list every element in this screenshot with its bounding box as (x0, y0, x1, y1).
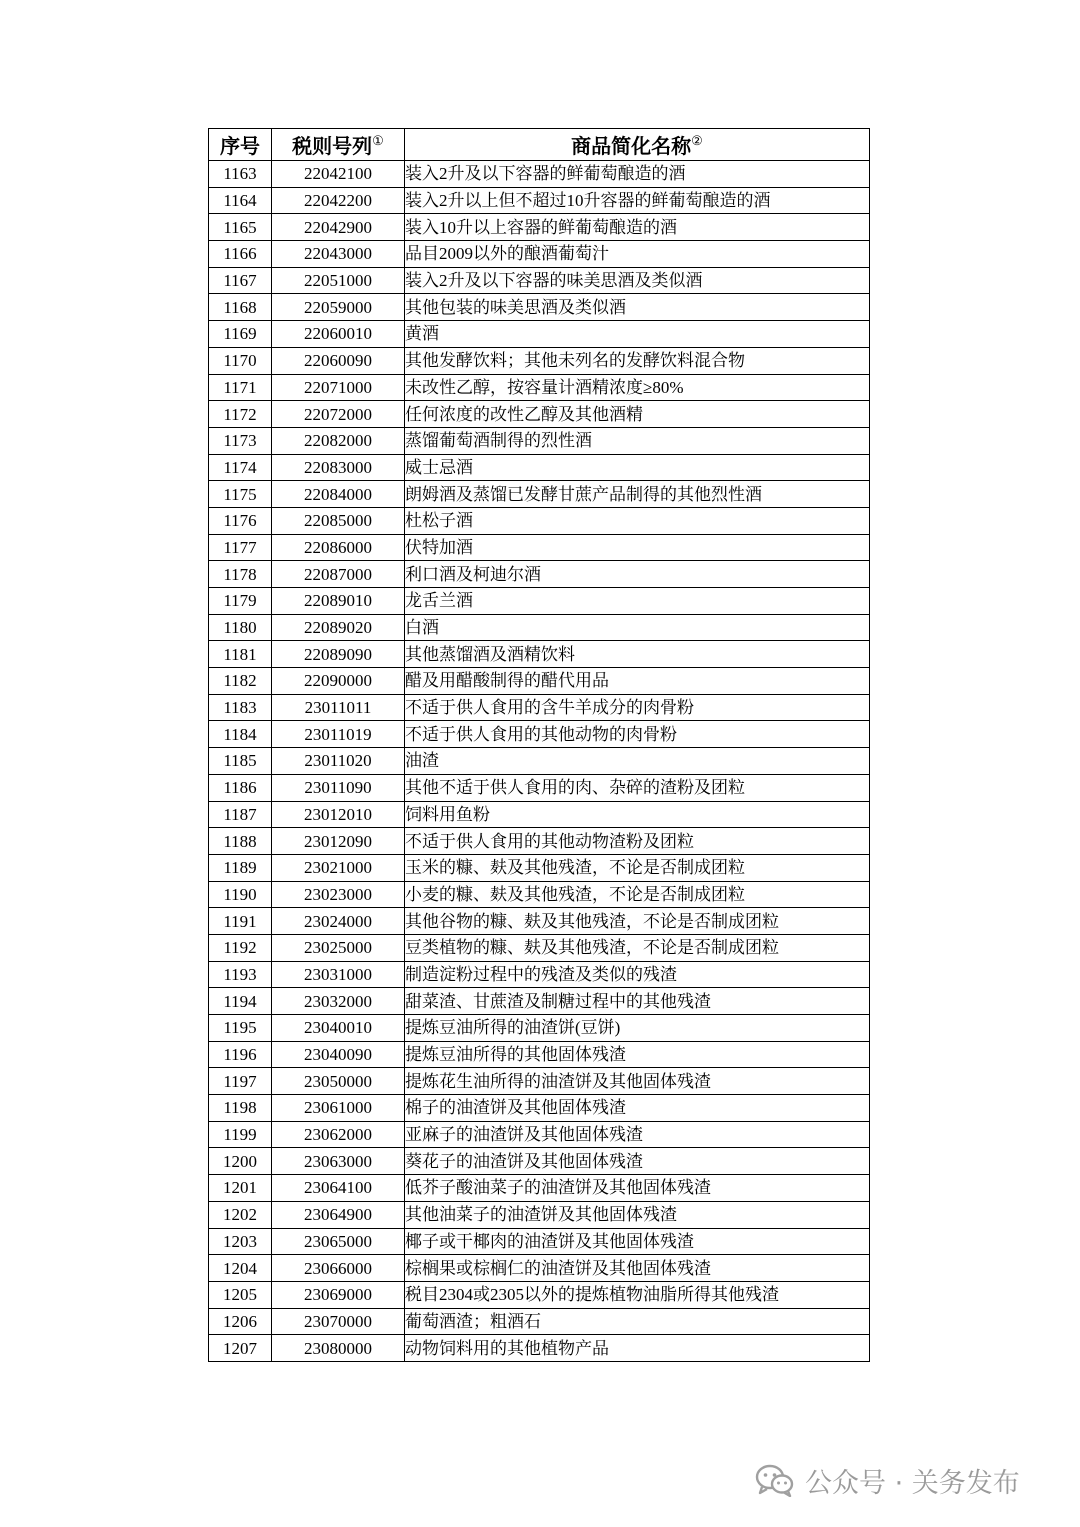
table-row (209, 614, 870, 641)
row-name-cell: 其他油菜子的油渣饼及其他固体残渣 (405, 1201, 870, 1228)
row-code-cell: 22060090 (272, 347, 405, 374)
row-code-cell: 22060010 (272, 321, 405, 348)
row-name-cell: 小麦的糠、麸及其他残渣，不论是否制成团粒 (405, 881, 870, 908)
row-seq-cell: 1170 (209, 347, 272, 374)
row-name-cell: 油渣 (405, 748, 870, 775)
row-name-cell: 其他包装的味美思酒及类似酒 (405, 294, 870, 321)
table-row (209, 1335, 870, 1362)
row-seq-cell: 1181 (209, 641, 272, 668)
row-name-cell: 杜松子酒 (405, 507, 870, 534)
row-seq-cell: 1163 (209, 161, 272, 188)
row-name-cell: 提炼豆油所得的油渣饼(豆饼) (405, 1015, 870, 1042)
row-code-cell: 22087000 (272, 561, 405, 588)
row-code-cell: 23040090 (272, 1041, 405, 1068)
row-seq-cell: 1194 (209, 988, 272, 1015)
table-row (209, 854, 870, 881)
row-seq-cell: 1204 (209, 1255, 272, 1282)
row-name-cell: 不适于供人食用的其他动物的肉骨粉 (405, 721, 870, 748)
row-name-cell: 亚麻子的油渣饼及其他固体残渣 (405, 1121, 870, 1148)
row-code-cell: 22089010 (272, 588, 405, 615)
table-row (209, 427, 870, 454)
row-code-cell: 23011020 (272, 748, 405, 775)
row-code-cell: 23032000 (272, 988, 405, 1015)
row-code-cell: 23061000 (272, 1095, 405, 1122)
row-seq-cell: 1190 (209, 881, 272, 908)
row-name-cell: 椰子或干椰肉的油渣饼及其他固体残渣 (405, 1228, 870, 1255)
row-code-cell: 22089090 (272, 641, 405, 668)
row-code-cell: 22083000 (272, 454, 405, 481)
row-name-cell: 装入2升以上但不超过10升容器的鲜葡萄酿造的酒 (405, 187, 870, 214)
row-name-cell: 不适于供人食用的其他动物渣粉及团粒 (405, 828, 870, 855)
table-row (209, 641, 870, 668)
table-row (209, 801, 870, 828)
table-row (209, 454, 870, 481)
table-body (209, 161, 870, 1362)
row-name-cell: 其他谷物的糠、麸及其他残渣，不论是否制成团粒 (405, 908, 870, 935)
table-row (209, 267, 870, 294)
row-code-cell: 22051000 (272, 267, 405, 294)
row-seq-cell: 1173 (209, 427, 272, 454)
row-name-cell: 制造淀粉过程中的残渣及类似的残渣 (405, 961, 870, 988)
row-name-cell: 品目2009以外的酿酒葡萄汁 (405, 241, 870, 268)
row-seq-cell: 1200 (209, 1148, 272, 1175)
row-name-cell: 饲料用鱼粉 (405, 801, 870, 828)
row-code-cell: 22072000 (272, 401, 405, 428)
row-seq-cell: 1198 (209, 1095, 272, 1122)
row-name-cell: 其他不适于供人食用的肉、杂碎的渣粉及团粒 (405, 774, 870, 801)
header-name: 商品简化名称② (405, 129, 870, 161)
header-seq: 序号 (209, 129, 272, 161)
row-seq-cell: 1195 (209, 1015, 272, 1042)
table-row (209, 1148, 870, 1175)
row-code-cell: 23064100 (272, 1175, 405, 1202)
row-seq-cell: 1174 (209, 454, 272, 481)
table-row (209, 748, 870, 775)
table-row (209, 721, 870, 748)
header-row (209, 129, 870, 161)
row-name-cell: 提炼花生油所得的油渣饼及其他固体残渣 (405, 1068, 870, 1095)
table-row (209, 507, 870, 534)
table-row (209, 187, 870, 214)
row-name-cell: 黄酒 (405, 321, 870, 348)
row-seq-cell: 1169 (209, 321, 272, 348)
table-row (209, 534, 870, 561)
row-code-cell: 23012090 (272, 828, 405, 855)
row-seq-cell: 1183 (209, 694, 272, 721)
row-seq-cell: 1187 (209, 801, 272, 828)
row-seq-cell: 1197 (209, 1068, 272, 1095)
row-code-cell: 22082000 (272, 427, 405, 454)
row-name-cell: 任何浓度的改性乙醇及其他酒精 (405, 401, 870, 428)
row-name-cell: 低芥子酸油菜子的油渣饼及其他固体残渣 (405, 1175, 870, 1202)
table-row (209, 1041, 870, 1068)
row-seq-cell: 1176 (209, 507, 272, 534)
row-name-cell: 醋及用醋酸制得的醋代用品 (405, 668, 870, 695)
row-seq-cell: 1165 (209, 214, 272, 241)
row-seq-cell: 1182 (209, 668, 272, 695)
row-code-cell: 23065000 (272, 1228, 405, 1255)
row-code-cell: 22042200 (272, 187, 405, 214)
row-seq-cell: 1188 (209, 828, 272, 855)
row-seq-cell: 1179 (209, 588, 272, 615)
row-seq-cell: 1205 (209, 1281, 272, 1308)
row-name-cell: 装入2升及以下容器的鲜葡萄酿造的酒 (405, 161, 870, 188)
row-code-cell: 22059000 (272, 294, 405, 321)
row-name-cell: 棉子的油渣饼及其他固体残渣 (405, 1095, 870, 1122)
row-code-cell: 23021000 (272, 854, 405, 881)
row-code-cell: 22042900 (272, 214, 405, 241)
row-name-cell: 税目2304或2305以外的提炼植物油脂所得其他残渣 (405, 1281, 870, 1308)
row-name-cell: 利口酒及柯迪尔酒 (405, 561, 870, 588)
footnote-mark-2: ② (691, 133, 703, 148)
table-row (209, 321, 870, 348)
table-row (209, 401, 870, 428)
row-seq-cell: 1196 (209, 1041, 272, 1068)
row-seq-cell: 1180 (209, 614, 272, 641)
row-code-cell: 23062000 (272, 1121, 405, 1148)
row-seq-cell: 1189 (209, 854, 272, 881)
row-name-cell: 豆类植物的糠、麸及其他残渣，不论是否制成团粒 (405, 934, 870, 961)
row-code-cell: 23040010 (272, 1015, 405, 1042)
table-row (209, 1281, 870, 1308)
row-seq-cell: 1201 (209, 1175, 272, 1202)
row-code-cell: 22042100 (272, 161, 405, 188)
table-row (209, 294, 870, 321)
wechat-icon (755, 1463, 795, 1497)
row-seq-cell: 1175 (209, 481, 272, 508)
row-code-cell: 23080000 (272, 1335, 405, 1362)
row-name-cell: 未改性乙醇，按容量计酒精浓度≥80% (405, 374, 870, 401)
row-code-cell: 22086000 (272, 534, 405, 561)
row-name-cell: 威士忌酒 (405, 454, 870, 481)
footnote-mark-1: ① (372, 133, 384, 148)
row-code-cell: 22084000 (272, 481, 405, 508)
row-code-cell: 23070000 (272, 1308, 405, 1335)
table-row (209, 241, 870, 268)
row-code-cell: 23011011 (272, 694, 405, 721)
row-seq-cell: 1185 (209, 748, 272, 775)
row-name-cell: 装入10升以上容器的鲜葡萄酿造的酒 (405, 214, 870, 241)
row-seq-cell: 1206 (209, 1308, 272, 1335)
watermark (755, 1460, 1020, 1500)
table-row (209, 934, 870, 961)
row-code-cell: 23050000 (272, 1068, 405, 1095)
table-row (209, 374, 870, 401)
row-code-cell: 23011019 (272, 721, 405, 748)
table-row (209, 1255, 870, 1282)
table-row (209, 1201, 870, 1228)
row-code-cell: 23066000 (272, 1255, 405, 1282)
row-name-cell: 白酒 (405, 614, 870, 641)
header-code: 税则号列① (272, 129, 405, 161)
row-name-cell: 动物饲料用的其他植物产品 (405, 1335, 870, 1362)
table-row (209, 1095, 870, 1122)
table-row (209, 988, 870, 1015)
row-seq-cell: 1199 (209, 1121, 272, 1148)
row-seq-cell: 1168 (209, 294, 272, 321)
row-seq-cell: 1164 (209, 187, 272, 214)
row-code-cell: 23069000 (272, 1281, 405, 1308)
row-seq-cell: 1172 (209, 401, 272, 428)
row-name-cell: 棕榈果或棕榈仁的油渣饼及其他固体残渣 (405, 1255, 870, 1282)
table-row (209, 694, 870, 721)
table-row (209, 1121, 870, 1148)
row-seq-cell: 1167 (209, 267, 272, 294)
row-code-cell: 23025000 (272, 934, 405, 961)
row-code-cell: 23011090 (272, 774, 405, 801)
row-name-cell: 装入2升及以下容器的味美思酒及类似酒 (405, 267, 870, 294)
row-seq-cell: 1166 (209, 241, 272, 268)
row-name-cell: 甜菜渣、甘蔗渣及制糖过程中的其他残渣 (405, 988, 870, 1015)
row-code-cell: 22085000 (272, 507, 405, 534)
table-row (209, 668, 870, 695)
table-row (209, 828, 870, 855)
row-name-cell: 葡萄酒渣；粗酒石 (405, 1308, 870, 1335)
row-seq-cell: 1203 (209, 1228, 272, 1255)
row-name-cell: 提炼豆油所得的其他固体残渣 (405, 1041, 870, 1068)
row-code-cell: 22071000 (272, 374, 405, 401)
table-row (209, 1175, 870, 1202)
row-seq-cell: 1177 (209, 534, 272, 561)
row-code-cell: 23024000 (272, 908, 405, 935)
row-name-cell: 玉米的糠、麸及其他残渣，不论是否制成团粒 (405, 854, 870, 881)
table-row (209, 588, 870, 615)
table-row (209, 161, 870, 188)
table-row (209, 1228, 870, 1255)
table-row (209, 214, 870, 241)
row-seq-cell: 1193 (209, 961, 272, 988)
tariff-table (208, 128, 870, 1362)
row-name-cell: 蒸馏葡萄酒制得的烈性酒 (405, 427, 870, 454)
row-name-cell: 龙舌兰酒 (405, 588, 870, 615)
row-code-cell: 23023000 (272, 881, 405, 908)
row-code-cell: 22089020 (272, 614, 405, 641)
table-row (209, 774, 870, 801)
row-seq-cell: 1207 (209, 1335, 272, 1362)
table-row (209, 481, 870, 508)
row-name-cell: 其他蒸馏酒及酒精饮料 (405, 641, 870, 668)
row-code-cell: 23063000 (272, 1148, 405, 1175)
table-row (209, 347, 870, 374)
table-row (209, 1308, 870, 1335)
row-name-cell: 葵花子的油渣饼及其他固体残渣 (405, 1148, 870, 1175)
row-code-cell: 23012010 (272, 801, 405, 828)
table-row (209, 961, 870, 988)
row-name-cell: 伏特加酒 (405, 534, 870, 561)
row-seq-cell: 1192 (209, 934, 272, 961)
table-row (209, 1015, 870, 1042)
row-seq-cell: 1186 (209, 774, 272, 801)
row-name-cell: 其他发酵饮料；其他未列名的发酵饮料混合物 (405, 347, 870, 374)
watermark-text: 公众号 · 关务发布 (805, 1467, 1020, 1499)
row-code-cell: 22043000 (272, 241, 405, 268)
row-code-cell: 23064900 (272, 1201, 405, 1228)
row-code-cell: 22090000 (272, 668, 405, 695)
table-row (209, 881, 870, 908)
table-row (209, 1068, 870, 1095)
table-row (209, 561, 870, 588)
row-name-cell: 不适于供人食用的含牛羊成分的肉骨粉 (405, 694, 870, 721)
row-code-cell: 23031000 (272, 961, 405, 988)
row-seq-cell: 1191 (209, 908, 272, 935)
row-seq-cell: 1202 (209, 1201, 272, 1228)
row-seq-cell: 1184 (209, 721, 272, 748)
row-seq-cell: 1178 (209, 561, 272, 588)
table-row (209, 908, 870, 935)
row-name-cell: 朗姆酒及蒸馏已发酵甘蔗产品制得的其他烈性酒 (405, 481, 870, 508)
row-seq-cell: 1171 (209, 374, 272, 401)
